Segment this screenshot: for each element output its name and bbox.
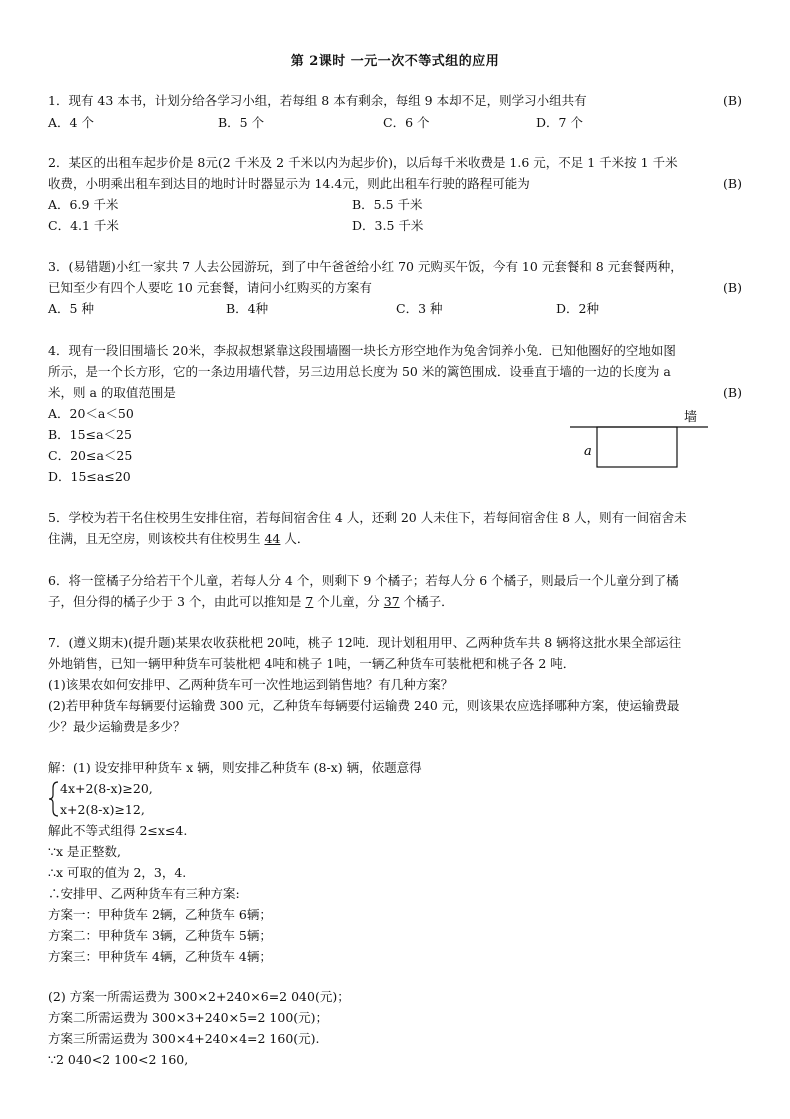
q3-line2: 已知至少有四个人要吃 10 元套餐，请问小红购买的方案有 bbox=[48, 280, 372, 295]
solution-cost-1: (2) 方案一所需运费为 300×2+240×6=2 040(元)； bbox=[48, 989, 350, 1004]
q4-answer: (B) bbox=[723, 385, 742, 400]
q4-option-c: C．20≤a＜25 bbox=[48, 448, 133, 463]
q5-blank: 44 bbox=[264, 531, 281, 546]
solution-cost-3: 方案三所需运费为 300×4+240×4=2 160(元). bbox=[48, 1031, 320, 1046]
q1-option-c: C．6 个 bbox=[383, 115, 430, 130]
q1-option-b: B．5 个 bbox=[218, 115, 265, 130]
q2-line1: 2．某区的出租车起步价是 8元(2 千米及 2 千米以内为起步价)，以后每千米收费是 1.6 元，不足 1 千米按 1 千米 bbox=[48, 155, 678, 170]
q4-option-d: D．15≤a≤20 bbox=[48, 469, 131, 484]
q2-line2: 收费，小明乘出租车到达目的地时计时器显示为 14.4元，则此出租车行驶的路程可能为 bbox=[48, 176, 530, 191]
q3-option-b: B．4种 bbox=[226, 301, 269, 316]
q5-line2-post: 人． bbox=[280, 531, 310, 546]
q4-option-a: A．20＜a＜50 bbox=[48, 406, 134, 421]
q2-option-c: C．4.1 千米 bbox=[48, 218, 119, 233]
q3-option-c: C．3 种 bbox=[396, 301, 443, 316]
q3-option-d: D．2种 bbox=[556, 301, 599, 316]
fence-rectangle bbox=[597, 427, 677, 467]
q6-line1: 6．将一筐橘子分给若干个儿童，若每人分 4 个，则剩下 9 个橘子；若每人分 6 个橘子，则最后一个儿童分到了橘 bbox=[48, 573, 679, 588]
solution-ineq-1: 4x+2(8-x)≥20, bbox=[60, 781, 153, 796]
q4-line3: 米，则 a 的取值范围是 bbox=[48, 385, 176, 400]
q1-option-a: A．4 个 bbox=[48, 115, 94, 130]
q6-line2-mid: 个儿童，分 bbox=[313, 594, 384, 609]
q3-option-a: A．5 种 bbox=[48, 301, 94, 316]
q5-line2-pre: 住满，且无空房，则该校共有住校男生 bbox=[48, 531, 265, 546]
q7-sub2a: (2)若甲种货车每辆要付运输费 300 元，乙种货车每辆要付运输费 240 元，则该果农应选择哪种方案，使运输费最 bbox=[48, 698, 680, 713]
q4-line1: 4．现有一段旧围墙长 20米，李叔叔想紧靠这段围墙圈一块长方形空地作为兔舍饲养小兔．已知他圈好的空地如图 bbox=[48, 343, 676, 358]
solution-plan-3: 方案三：甲种货车 4辆，乙种货车 4辆； bbox=[48, 949, 272, 964]
enclosure-figure bbox=[560, 405, 720, 475]
q3-line1: 3．(易错题)小红一家共 7 人去公园游玩，到了中午爸爸给小红 70 元购买午饭，今有 10 元套餐和 8 元套餐两种， bbox=[48, 259, 683, 274]
solution-line-7: ∴安排甲、乙两种货车有三种方案: bbox=[48, 886, 240, 901]
page-title: 第 2课时 一元一次不等式组的应用 bbox=[290, 54, 500, 69]
q6-line2-post: 个橘子． bbox=[399, 594, 454, 609]
solution-line-4: 解此不等式组得 2≤x≤4. bbox=[48, 823, 188, 838]
q4-option-b: B．15≤a＜25 bbox=[48, 427, 132, 442]
q2-option-b: B．5.5 千米 bbox=[352, 197, 423, 212]
side-a-label: a bbox=[584, 444, 592, 459]
q7-line1: 7．(遵义期末)(提升题)某果农收获枇杷 20吨，桃子 12吨．现计划租用甲、乙两种货车共 8 辆将这批水果全部运往 bbox=[48, 635, 682, 650]
solution-compare: ∵2 040<2 100<2 160, bbox=[48, 1052, 189, 1067]
solution-plan-1: 方案一：甲种货车 2辆，乙种货车 6辆； bbox=[48, 907, 272, 922]
system-brace bbox=[48, 780, 60, 818]
wall-label: 墙 bbox=[684, 410, 698, 425]
solution-ineq-2: x+2(8-x)≥12, bbox=[60, 802, 145, 817]
q6-blank1: 7 bbox=[305, 594, 314, 609]
q1-text: 1．现有 43 本书，计划分给各学习小组，若每组 8 本有剩余，每组 9 本却不足，则学习小组共有 bbox=[48, 93, 587, 108]
q4-line2: 所示，是一个长方形，它的一条边用墙代替，另三边用总长度为 50 米的篱笆围成．设垂直于墙的一边的长度为 a bbox=[48, 364, 671, 379]
q7-sub1: (1)该果农如何安排甲、乙两种货车可一次性地运到销售地？有几种方案？ bbox=[48, 677, 454, 692]
q3-answer: (B) bbox=[723, 280, 742, 295]
solution-line-1: 解：(1) 设安排甲种货车 x 辆，则安排乙种货车 (8-x) 辆，依题意得 bbox=[48, 760, 422, 775]
solution-line-6: ∴x 可取的值为 2，3，4. bbox=[48, 865, 187, 880]
q2-option-a: A．6.9 千米 bbox=[48, 197, 119, 212]
q6-line2-pre: 子，但分得的橘子少于 3 个，由此可以推知是 bbox=[48, 594, 306, 609]
q7-line2: 外地销售，已知一辆甲种货车可装枇杷 4吨和桃子 1吨，一辆乙种货车可装枇杷和桃子各 2 吨． bbox=[48, 656, 576, 671]
q1-answer: (B) bbox=[723, 93, 742, 108]
q6-blank2: 37 bbox=[383, 594, 400, 609]
solution-cost-2: 方案二所需运费为 300×3+240×5=2 100(元)； bbox=[48, 1010, 329, 1025]
q5-line2 bbox=[48, 530, 309, 548]
q7-sub2b: 少？最少运输费是多少？ bbox=[48, 719, 186, 734]
solution-plan-2: 方案二：甲种货车 3辆，乙种货车 5辆； bbox=[48, 928, 272, 943]
q5-line1: 5．学校为若干名住校男生安排住宿，若每间宿舍住 4 人，还剩 20 人未住下，若每间宿舍住 8 人，则有一间宿舍未 bbox=[48, 510, 687, 525]
q6-line2 bbox=[48, 593, 454, 611]
q2-answer: (B) bbox=[723, 176, 742, 191]
q1-option-d: D．7 个 bbox=[536, 115, 583, 130]
solution-line-5: ∵x 是正整数, bbox=[48, 844, 121, 859]
q2-option-d: D．3.5 千米 bbox=[352, 218, 424, 233]
